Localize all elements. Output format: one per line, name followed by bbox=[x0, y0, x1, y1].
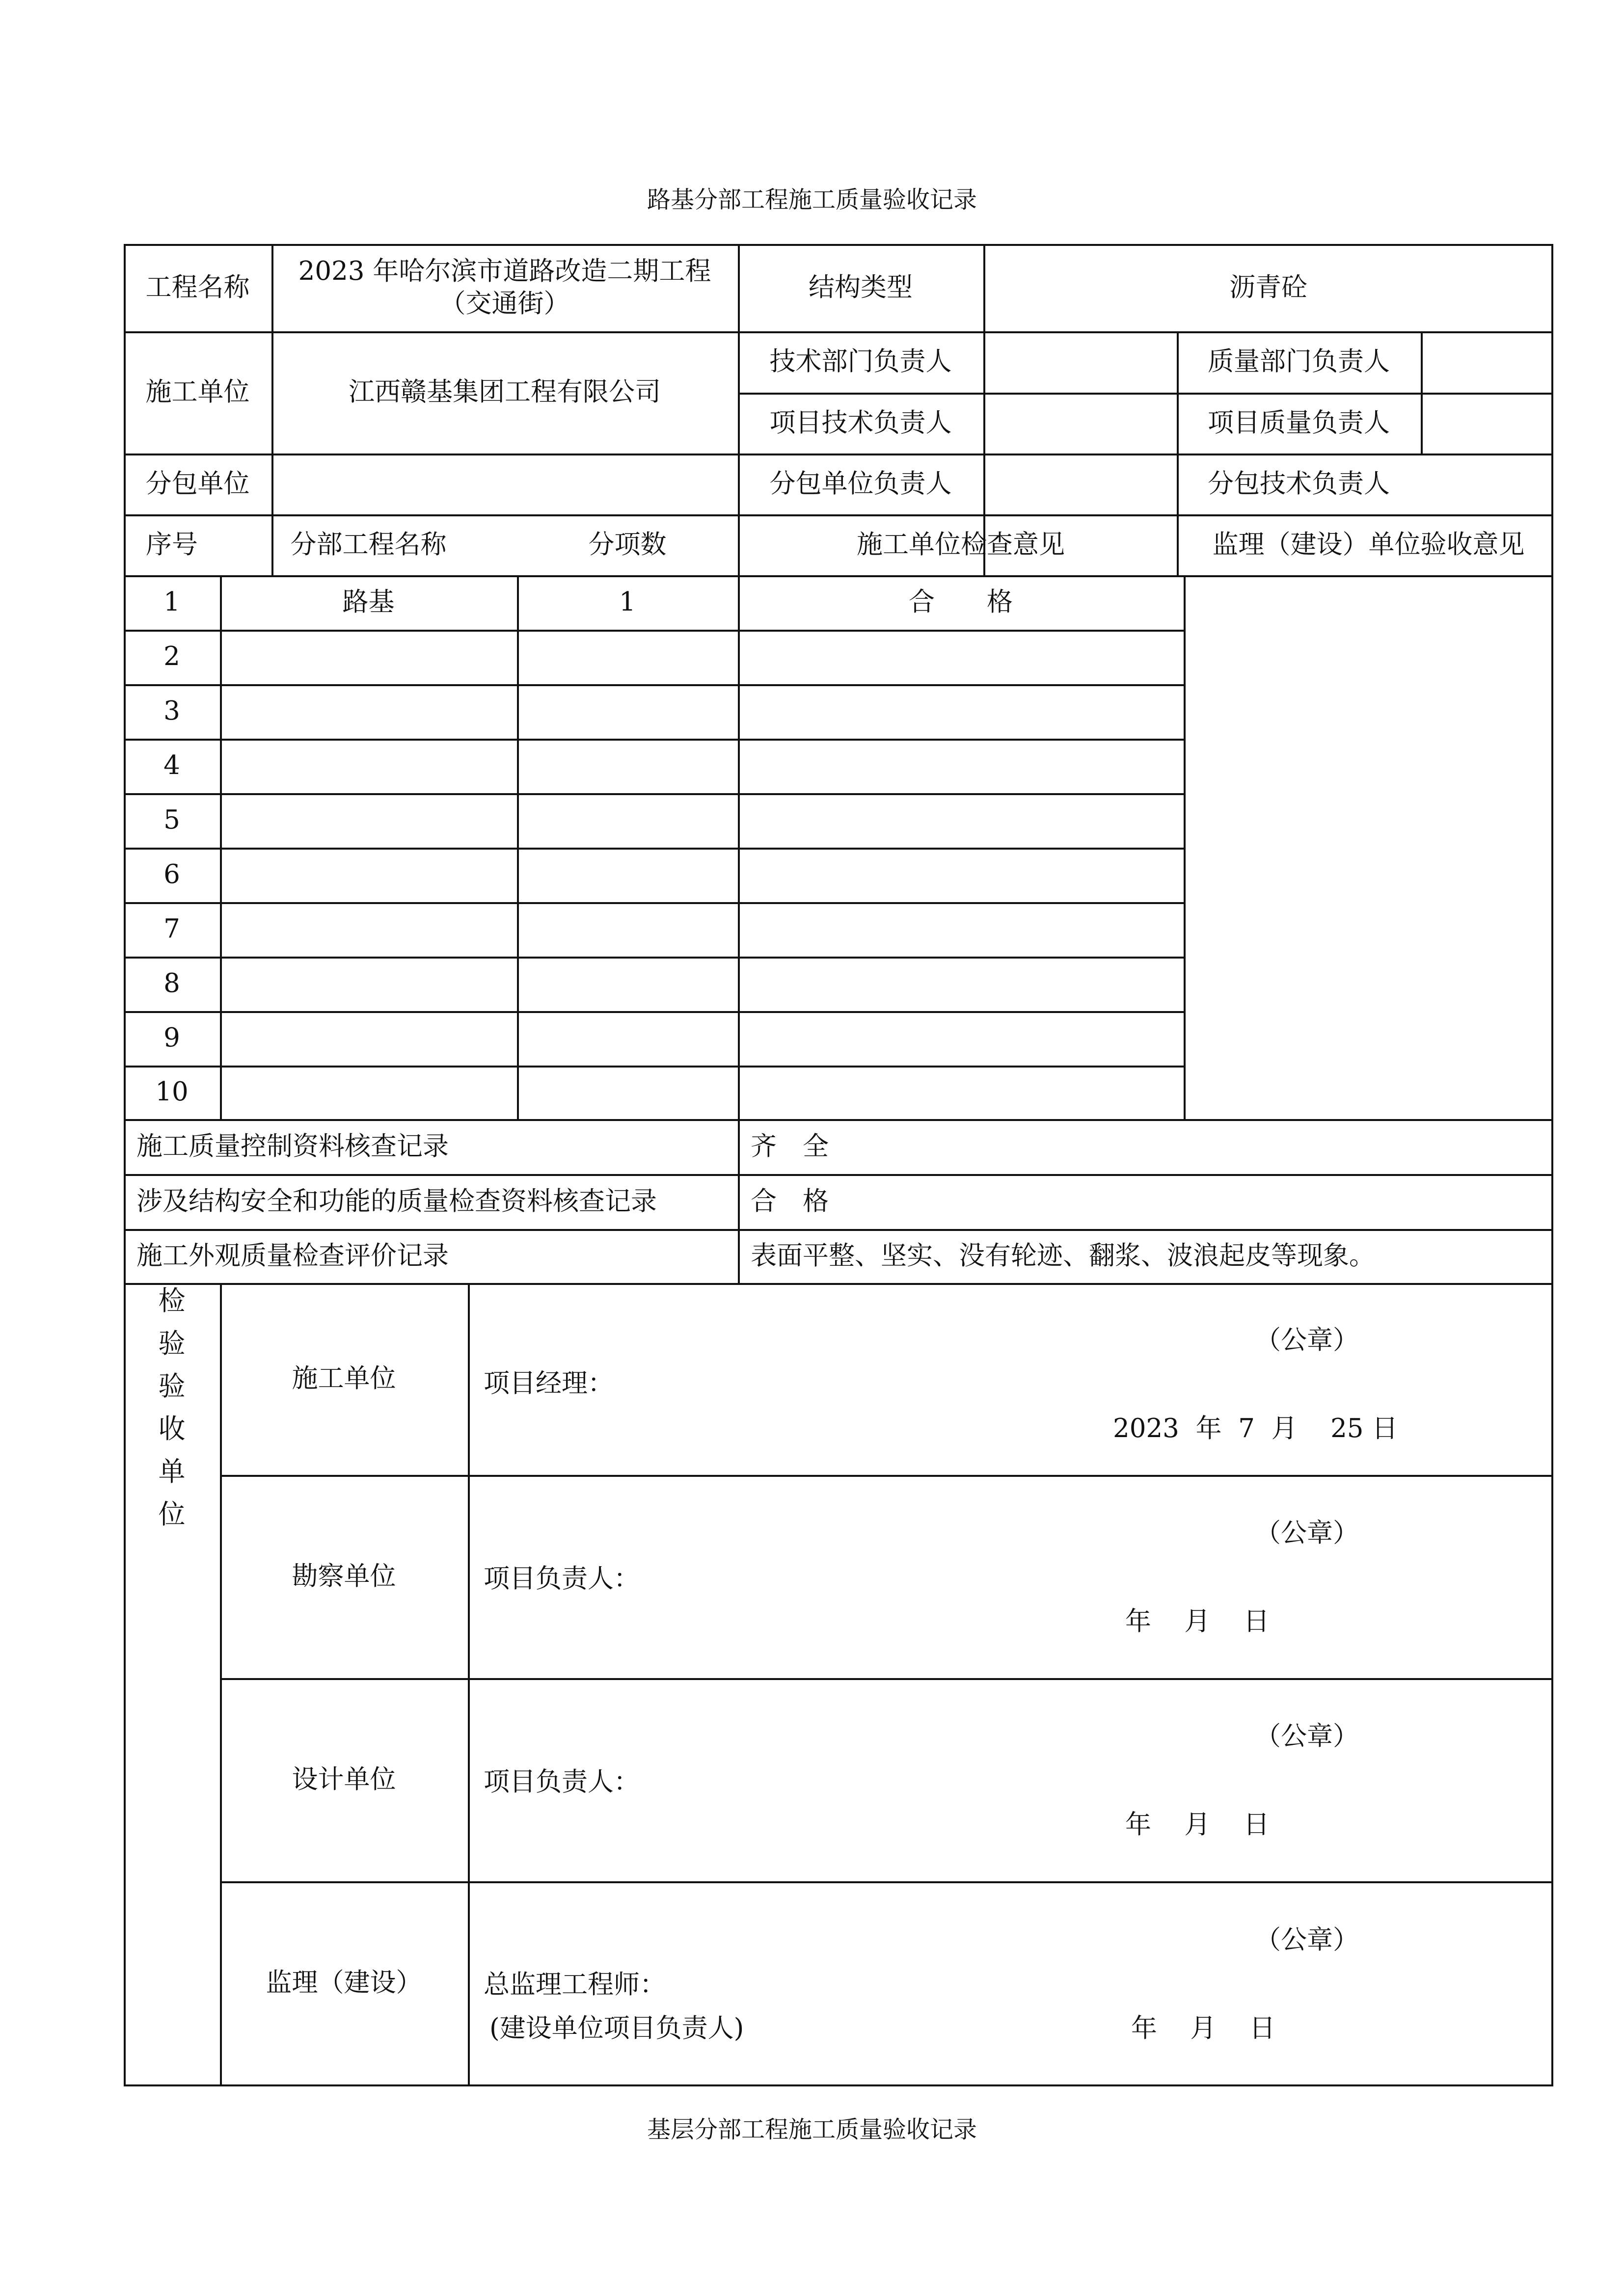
record-value: 齐 全 bbox=[751, 1131, 829, 1161]
row-opinion bbox=[738, 793, 1184, 848]
rule bbox=[468, 1283, 470, 2086]
row-no: 4 bbox=[163, 750, 180, 781]
row-name bbox=[220, 793, 517, 848]
row-name bbox=[220, 848, 517, 902]
row-no: 9 bbox=[163, 1023, 180, 1053]
construction-unit-label: 施工单位 bbox=[145, 377, 250, 407]
structure-type-value: 沥青砼 bbox=[1229, 272, 1307, 302]
rule bbox=[1184, 575, 1186, 1119]
record-value: 合 格 bbox=[751, 1186, 829, 1216]
row-name bbox=[220, 902, 517, 957]
project-name-line2: （交通街） bbox=[439, 289, 570, 319]
sign-date: 年 月 日 bbox=[1131, 2013, 1275, 2043]
row-name bbox=[220, 1011, 517, 1066]
signer-label: 项目负责人： bbox=[484, 1767, 640, 1797]
inspection-unit-name: 施工单位 bbox=[292, 1363, 396, 1394]
rule bbox=[124, 2084, 1553, 2086]
row-count bbox=[517, 630, 738, 684]
row-opinion bbox=[738, 739, 1184, 793]
row-no: 2 bbox=[163, 641, 180, 672]
inspection-units-label: 检 验 验 收 单 位 bbox=[158, 1285, 186, 1530]
row-count: 1 bbox=[619, 587, 636, 617]
row-count bbox=[517, 739, 738, 793]
signer-label: 项目经理： bbox=[484, 1368, 614, 1398]
row-no: 8 bbox=[163, 968, 180, 999]
row-name bbox=[220, 630, 517, 684]
row-no: 1 bbox=[163, 587, 180, 617]
row-opinion bbox=[738, 1066, 1184, 1119]
row-opinion bbox=[738, 684, 1184, 739]
sign-date: 2023 年 7 月 25 日 bbox=[1113, 1414, 1398, 1443]
seal-label: （公章） bbox=[1255, 1518, 1359, 1548]
row-opinion bbox=[738, 902, 1184, 957]
row-opinion bbox=[738, 957, 1184, 1011]
column-header-name: 分部工程名称 bbox=[290, 529, 447, 560]
row-no: 10 bbox=[155, 1077, 189, 1107]
sign-date: 年 月 日 bbox=[1125, 1606, 1270, 1636]
inspection-unit-name: 监理（建设） bbox=[266, 1967, 422, 1998]
row-name bbox=[220, 684, 517, 739]
signer-label: 项目负责人： bbox=[484, 1564, 640, 1594]
quality-dept-head-label: 质量部门负责人 bbox=[1208, 347, 1390, 377]
sign-date: 年 月 日 bbox=[1125, 1810, 1270, 1840]
row-count bbox=[517, 902, 738, 957]
construction-unit-value: 江西赣基集团工程有限公司 bbox=[349, 377, 661, 407]
row-opinion bbox=[738, 848, 1184, 902]
seal-label: （公章） bbox=[1255, 1925, 1359, 1955]
project-quality-head-label: 项目质量负责人 bbox=[1208, 407, 1390, 438]
record-label: 涉及结构安全和功能的质量检查资料核查记录 bbox=[136, 1186, 657, 1216]
signer-label-secondary: (建设单位项目负责人) bbox=[489, 2013, 744, 2043]
quality-dept-head-value bbox=[1421, 331, 1553, 393]
record-value: 表面平整、坚实、没有轮迹、翻浆、波浪起皮等现象。 bbox=[751, 1240, 1375, 1271]
column-header-count: 分项数 bbox=[588, 529, 667, 560]
column-header-contractor-opinion: 施工单位检查意见 bbox=[857, 529, 1065, 560]
row-count bbox=[517, 848, 738, 902]
seal-label: （公章） bbox=[1255, 1325, 1359, 1355]
row-opinion: 合 格 bbox=[909, 587, 1013, 617]
row-count bbox=[517, 1011, 738, 1066]
acceptance-record-table bbox=[124, 244, 1553, 2086]
structure-type-label: 结构类型 bbox=[809, 272, 913, 302]
signer-label: 总监理工程师： bbox=[484, 1970, 666, 2000]
project-tech-head-value bbox=[983, 393, 1177, 454]
record-label: 施工外观质量检查评价记录 bbox=[136, 1240, 449, 1271]
row-name bbox=[220, 739, 517, 793]
subcontractor-head-value bbox=[983, 454, 1177, 514]
row-opinion bbox=[738, 1011, 1184, 1066]
row-opinion bbox=[738, 630, 1184, 684]
tech-dept-head-label: 技术部门负责人 bbox=[769, 347, 952, 377]
column-header-no: 序号 bbox=[146, 529, 198, 560]
subcontractor-value bbox=[271, 454, 738, 514]
tech-dept-head-value bbox=[983, 331, 1177, 393]
project-tech-head-label: 项目技术负责人 bbox=[769, 407, 952, 438]
subcontractor-tech-head-value bbox=[1421, 454, 1553, 514]
row-no: 3 bbox=[163, 696, 180, 726]
row-no: 7 bbox=[163, 914, 180, 944]
project-name-line1: 2023 年哈尔滨市道路改造二期工程 bbox=[298, 256, 711, 286]
project-quality-head-value bbox=[1421, 393, 1553, 454]
project-name-label: 工程名称 bbox=[145, 272, 250, 302]
subcontractor-head-label: 分包单位负责人 bbox=[769, 468, 952, 499]
seal-label: （公章） bbox=[1255, 1721, 1359, 1751]
row-name bbox=[220, 1066, 517, 1119]
row-count bbox=[517, 793, 738, 848]
row-no: 6 bbox=[163, 859, 180, 890]
next-section-title: 基层分部工程施工质量验收记录 bbox=[647, 2116, 977, 2143]
row-name: 路基 bbox=[342, 587, 395, 617]
row-no: 5 bbox=[163, 805, 180, 835]
row-count bbox=[517, 684, 738, 739]
subcontractor-tech-head-label: 分包技术负责人 bbox=[1208, 468, 1390, 499]
row-count bbox=[517, 957, 738, 1011]
project-name-value bbox=[271, 244, 738, 331]
row-name bbox=[220, 957, 517, 1011]
subcontractor-label: 分包单位 bbox=[145, 468, 250, 499]
inspection-unit-name: 勘察单位 bbox=[292, 1561, 396, 1591]
column-header-supervisor-opinion: 监理（建设）单位验收意见 bbox=[1212, 529, 1525, 560]
inspection-unit-name: 设计单位 bbox=[292, 1764, 396, 1794]
record-label: 施工质量控制资料核查记录 bbox=[136, 1131, 449, 1161]
page-title: 路基分部工程施工质量验收记录 bbox=[647, 186, 977, 214]
row-count bbox=[517, 1066, 738, 1119]
